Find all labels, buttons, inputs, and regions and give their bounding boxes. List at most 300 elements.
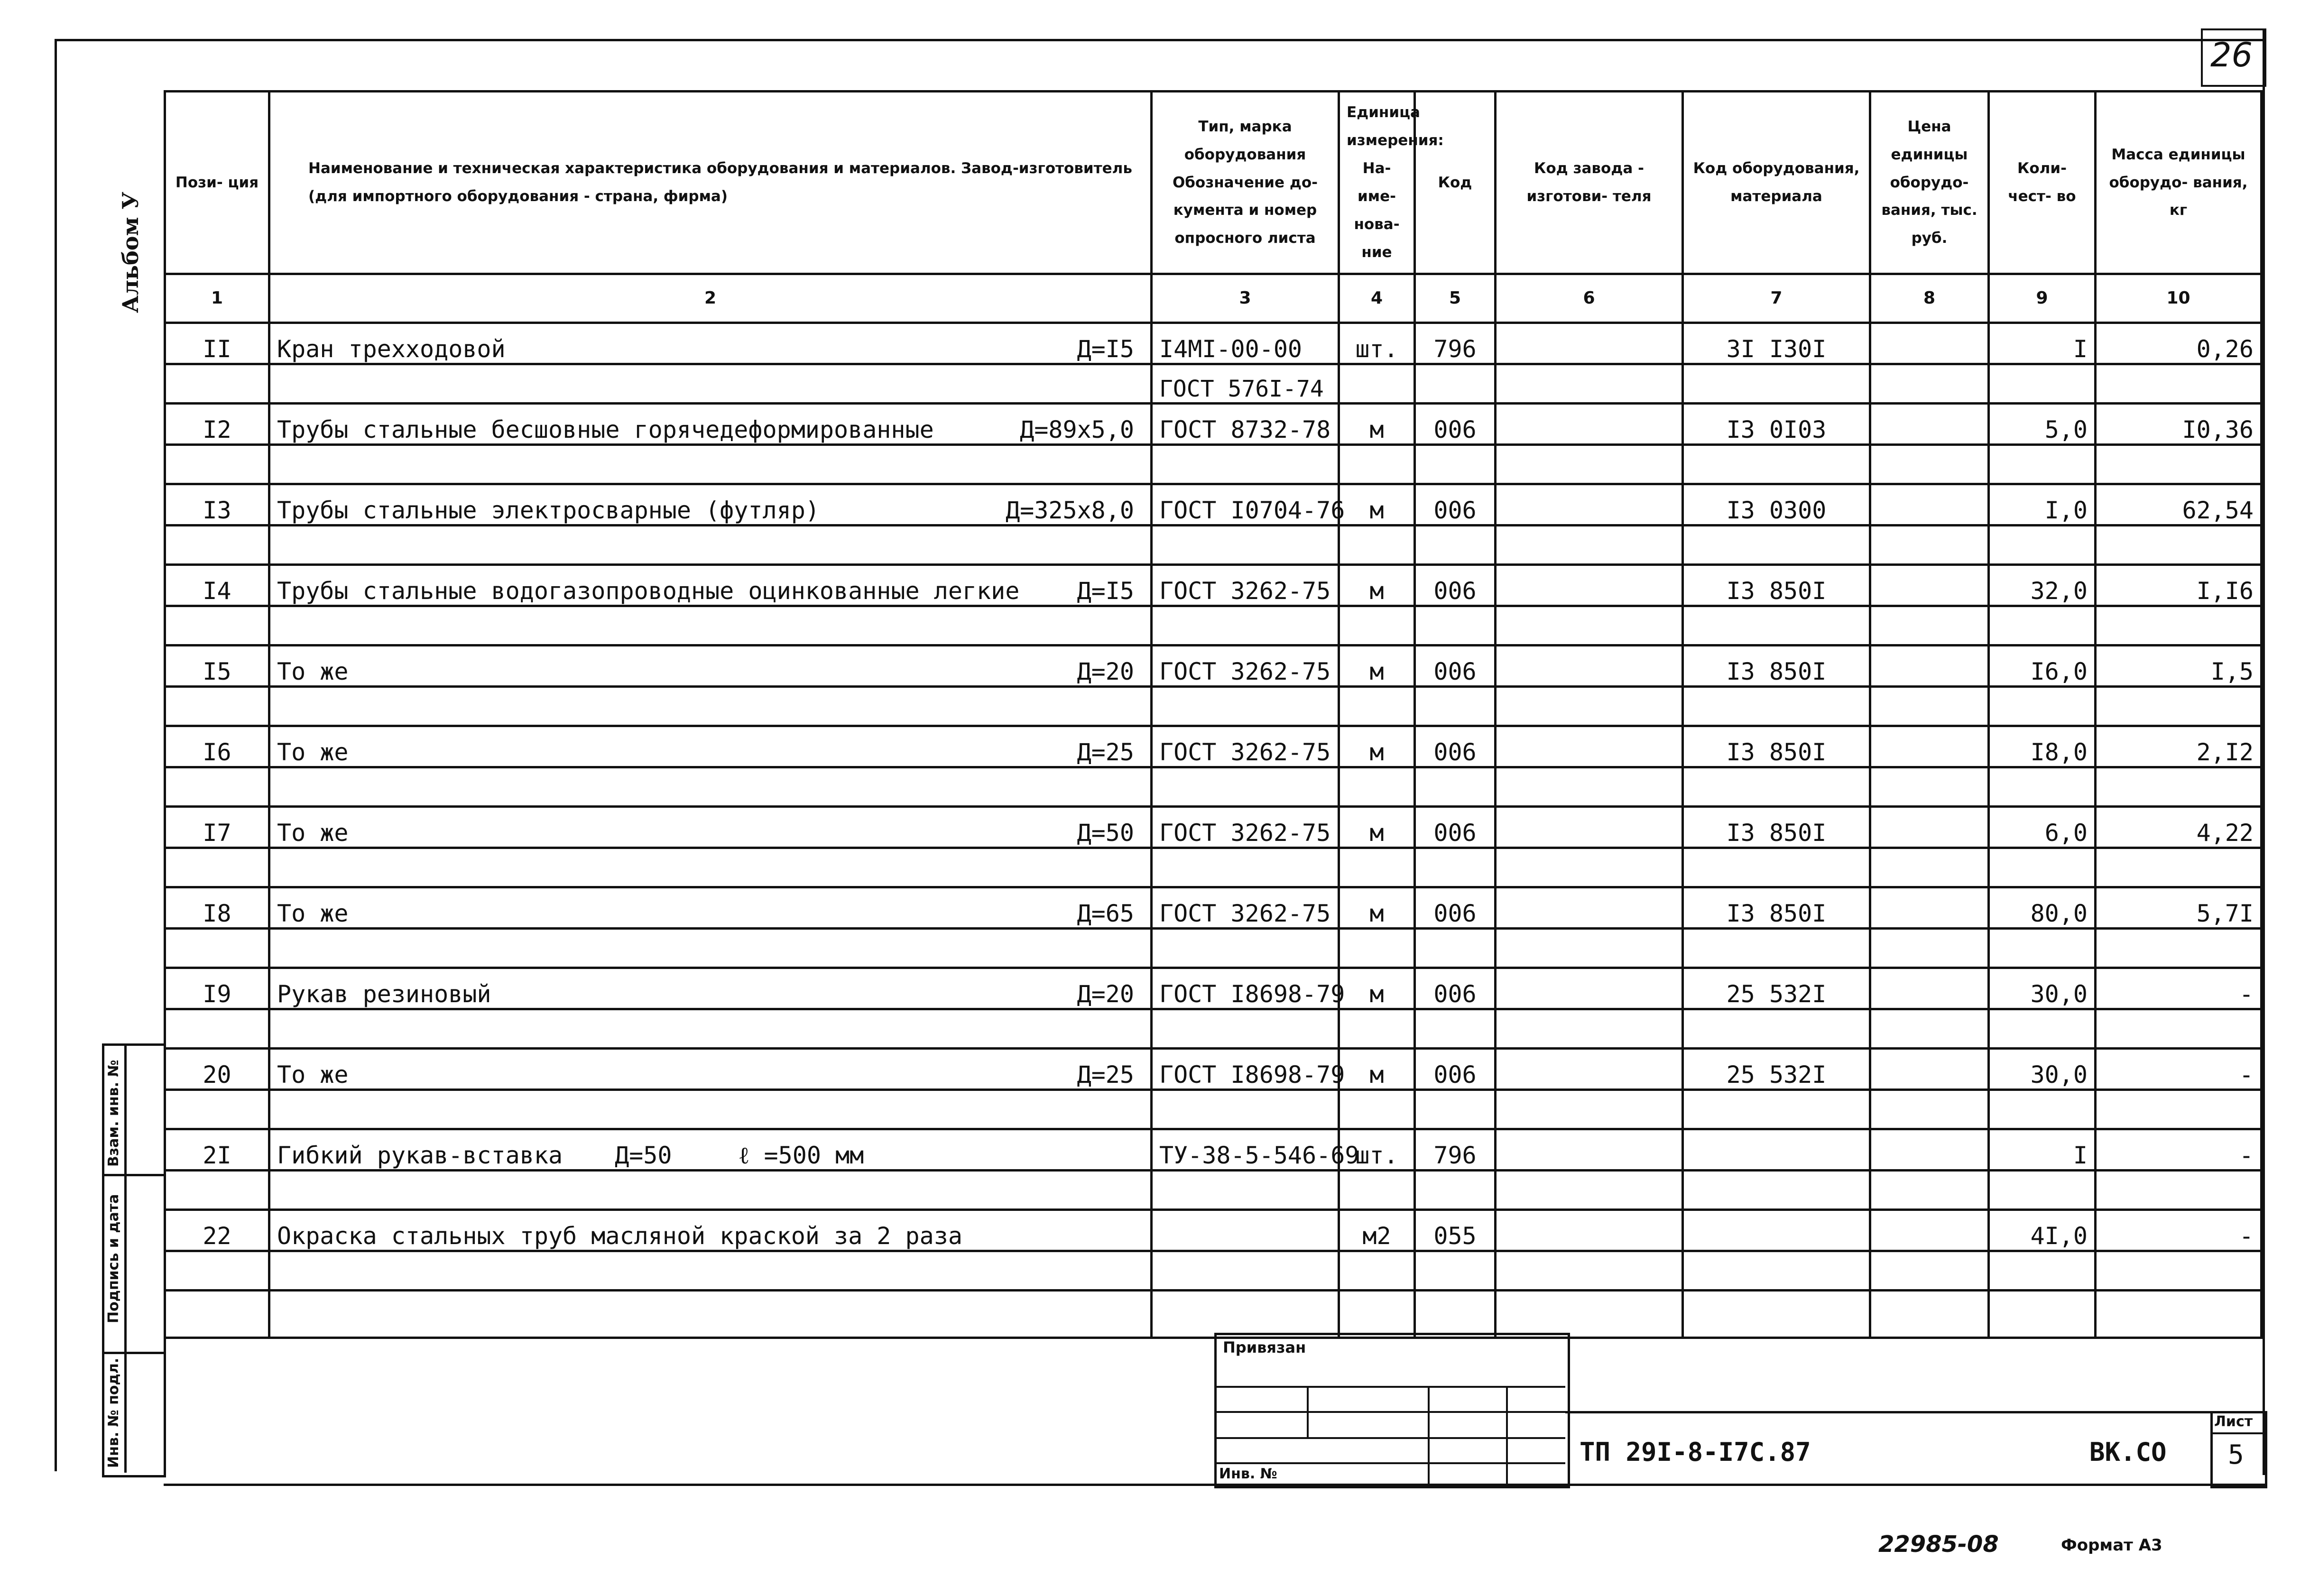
document-cell-secondary xyxy=(1152,1171,1339,1210)
name-cell xyxy=(269,726,1152,767)
position-cell-secondary xyxy=(165,687,269,726)
mass-cell: 62,54 xyxy=(2096,484,2262,526)
equipment-code-cell-secondary xyxy=(1683,767,1870,807)
unit-code-cell-secondary xyxy=(1415,1251,1496,1291)
unit-code-cell: 006 xyxy=(1415,565,1496,606)
mass-cell-secondary xyxy=(2096,1251,2262,1291)
unit-code-cell-secondary xyxy=(1415,1171,1496,1210)
title-block-top-line xyxy=(1565,1411,2265,1413)
manufacturer-code-cell xyxy=(1496,484,1683,526)
item-name: Рукав резиновый xyxy=(277,980,491,1008)
mass-cell: I0,36 xyxy=(2096,404,2262,445)
document-cell-secondary xyxy=(1152,445,1339,484)
item-dimension: Д=65 xyxy=(1077,900,1134,927)
price-cell-secondary xyxy=(1870,1171,1989,1210)
document-section: ВК.СО xyxy=(2089,1437,2167,1467)
unit-code-cell-secondary xyxy=(1415,848,1496,887)
header-mass: Масса единицы оборудо- вания, кг xyxy=(2096,92,2262,274)
stamp-vline xyxy=(1307,1386,1309,1438)
table-row-secondary xyxy=(165,687,2262,726)
name-cell-secondary xyxy=(269,1251,1152,1291)
quantity-cell-secondary xyxy=(1989,526,2096,565)
footer-format: Формат А3 xyxy=(2061,1536,2162,1555)
unit-code-cell-secondary xyxy=(1415,526,1496,565)
table-row-secondary xyxy=(165,848,2262,887)
position-cell-secondary xyxy=(165,1171,269,1210)
unit-name-cell-secondary xyxy=(1339,767,1415,807)
item-name: Кран трехходовой xyxy=(277,335,506,363)
manufacturer-code-cell xyxy=(1496,726,1683,767)
mass-cell: I,I6 xyxy=(2096,565,2262,606)
quantity-cell: I6,0 xyxy=(1989,646,2096,687)
stamp-line xyxy=(1214,1462,1565,1464)
item-name: Трубы стальные бесшовные горячедеформированные xyxy=(277,416,934,443)
price-cell-secondary xyxy=(1870,929,1989,968)
unit-name-cell-secondary xyxy=(1339,687,1415,726)
equipment-code-cell-secondary xyxy=(1683,929,1870,968)
footer-code: 22985-08 xyxy=(1878,1531,1999,1558)
column-number: 4 xyxy=(1339,274,1415,323)
price-cell xyxy=(1870,1210,1989,1251)
unit-name-cell-secondary xyxy=(1339,364,1415,404)
mass-cell: 2,I2 xyxy=(2096,726,2262,767)
quantity-cell: I8,0 xyxy=(1989,726,2096,767)
unit-name-cell: м xyxy=(1339,404,1415,445)
specification-table-wrapper xyxy=(164,90,2260,1339)
column-number: 3 xyxy=(1152,274,1339,323)
header-name: Наименование и техническая характеристика оборудования и материалов. Завод-изготовитель (для импортного оборудования - страна, фирма) xyxy=(269,92,1152,274)
price-cell xyxy=(1870,484,1989,526)
frame-right-line xyxy=(2263,28,2265,1475)
item-dimension: Д=I5 xyxy=(1077,335,1134,363)
table-row xyxy=(165,807,2262,848)
column-number-row xyxy=(165,274,2262,323)
unit-code-cell: 006 xyxy=(1415,646,1496,687)
item-dimension: Д=50 xyxy=(615,1142,672,1169)
manufacturer-code-cell xyxy=(1496,1129,1683,1171)
unit-name-cell-secondary xyxy=(1339,1251,1415,1291)
mass-cell: - xyxy=(2096,968,2262,1009)
column-number: 9 xyxy=(1989,274,2096,323)
manufacturer-code-cell-secondary xyxy=(1496,929,1683,968)
mass-cell-secondary xyxy=(2096,445,2262,484)
name-cell-secondary xyxy=(269,687,1152,726)
mass-cell-secondary xyxy=(2096,1090,2262,1129)
side-label-signature-date: Подпись и дата xyxy=(105,1194,122,1323)
quantity-cell: 6,0 xyxy=(1989,807,2096,848)
table-row-secondary xyxy=(165,364,2262,404)
unit-code-cell: 796 xyxy=(1415,1129,1496,1171)
quantity-cell: 30,0 xyxy=(1989,1049,2096,1090)
item-dimension: Д=20 xyxy=(1077,658,1134,685)
unit-name-cell: м xyxy=(1339,968,1415,1009)
table-row xyxy=(165,726,2262,767)
unit-name-cell: шт. xyxy=(1339,1129,1415,1171)
mass-cell: - xyxy=(2096,1129,2262,1171)
unit-code-cell-secondary xyxy=(1415,606,1496,646)
unit-code-cell-secondary xyxy=(1415,767,1496,807)
price-cell xyxy=(1870,1129,1989,1171)
name-cell xyxy=(269,1049,1152,1090)
unit-name-cell-secondary xyxy=(1339,526,1415,565)
table-row-empty xyxy=(165,1291,2262,1338)
manufacturer-code-cell xyxy=(1496,1210,1683,1251)
name-cell-secondary xyxy=(269,1090,1152,1129)
price-cell xyxy=(1870,807,1989,848)
column-number: 8 xyxy=(1870,274,1989,323)
unit-name-cell: м2 xyxy=(1339,1210,1415,1251)
item-dimension: Д=I5 xyxy=(1077,577,1134,605)
stamp-vline xyxy=(1428,1386,1430,1484)
document-cell-secondary xyxy=(1152,1090,1339,1129)
name-cell-secondary xyxy=(269,526,1152,565)
table-row-secondary xyxy=(165,929,2262,968)
equipment-code-cell-secondary xyxy=(1683,1251,1870,1291)
table-row-secondary xyxy=(165,526,2262,565)
price-cell-secondary xyxy=(1870,1009,1989,1049)
table-row-secondary xyxy=(165,1171,2262,1210)
document-cell-secondary xyxy=(1152,606,1339,646)
equipment-code-cell: I3 0300 xyxy=(1683,484,1870,526)
unit-name-cell-secondary xyxy=(1339,1090,1415,1129)
unit-code-cell: 006 xyxy=(1415,887,1496,929)
table-row xyxy=(165,484,2262,526)
price-cell xyxy=(1870,646,1989,687)
name-cell-secondary xyxy=(269,1009,1152,1049)
name-cell-secondary xyxy=(269,848,1152,887)
document-cell: ГОСТ I0704-76 xyxy=(1152,484,1339,526)
position-cell: I3 xyxy=(165,484,269,526)
position-cell-secondary xyxy=(165,364,269,404)
document-cell-secondary xyxy=(1152,848,1339,887)
position-cell-secondary xyxy=(165,1251,269,1291)
document-cell: ГОСТ I8698-79 xyxy=(1152,968,1339,1009)
price-cell-secondary xyxy=(1870,445,1989,484)
table-row-secondary xyxy=(165,445,2262,484)
equipment-code-cell xyxy=(1683,1129,1870,1171)
document-designation: ТП 29I-8-I7С.87 xyxy=(1580,1437,1811,1467)
item-name: Трубы стальные водогазопроводные оцинкованные легкие xyxy=(277,577,1020,605)
column-number: 6 xyxy=(1496,274,1683,323)
quantity-cell-secondary xyxy=(1989,687,2096,726)
price-cell-secondary xyxy=(1870,1090,1989,1129)
stamp-line xyxy=(1214,1411,1565,1413)
price-cell xyxy=(1870,887,1989,929)
position-cell-secondary xyxy=(165,526,269,565)
stamp-vline xyxy=(1506,1386,1508,1484)
manufacturer-code-cell-secondary xyxy=(1496,445,1683,484)
item-dimension: Д=50 xyxy=(1077,819,1134,847)
mass-cell: 5,7I xyxy=(2096,887,2262,929)
equipment-code-cell: I3 850I xyxy=(1683,807,1870,848)
table-row xyxy=(165,404,2262,445)
item-name: То же xyxy=(277,1061,349,1089)
unit-name-cell: м xyxy=(1339,887,1415,929)
item-name: То же xyxy=(277,738,349,766)
mass-cell: I,5 xyxy=(2096,646,2262,687)
name-cell-secondary xyxy=(269,1171,1152,1210)
unit-name-cell-secondary xyxy=(1339,1171,1415,1210)
unit-name-cell: м xyxy=(1339,646,1415,687)
position-cell-secondary xyxy=(165,606,269,646)
header-manufacturer-code: Код завода - изготови- теля xyxy=(1496,92,1683,274)
document-cell-secondary xyxy=(1152,687,1339,726)
position-cell-secondary xyxy=(165,1090,269,1129)
unit-code-cell-secondary xyxy=(1415,1090,1496,1129)
document-cell-secondary: ГОСТ 576I-74 xyxy=(1152,364,1339,404)
name-cell xyxy=(269,1129,1152,1171)
item-dimension: Д=20 xyxy=(1077,980,1134,1008)
mass-cell-secondary xyxy=(2096,526,2262,565)
unit-name-cell-secondary xyxy=(1339,1009,1415,1049)
item-dimension: Д=89х5,0 xyxy=(1020,416,1134,443)
table-body xyxy=(165,323,2262,1291)
column-number: 5 xyxy=(1415,274,1496,323)
unit-name-cell: м xyxy=(1339,807,1415,848)
name-cell-secondary xyxy=(269,445,1152,484)
mass-cell: - xyxy=(2096,1210,2262,1251)
equipment-code-cell-secondary xyxy=(1683,1090,1870,1129)
mass-cell-secondary xyxy=(2096,606,2262,646)
position-cell: I7 xyxy=(165,807,269,848)
table-row xyxy=(165,1049,2262,1090)
quantity-cell-secondary xyxy=(1989,767,2096,807)
equipment-code-cell-secondary xyxy=(1683,364,1870,404)
table-row xyxy=(165,565,2262,606)
binding-divider-v xyxy=(124,1043,127,1473)
mass-cell-secondary xyxy=(2096,767,2262,807)
unit-name-cell: м xyxy=(1339,565,1415,606)
inv-number-label: Инв. № xyxy=(1219,1466,1277,1482)
column-number: 2 xyxy=(269,274,1152,323)
document-cell: ГОСТ 3262-75 xyxy=(1152,807,1339,848)
name-cell xyxy=(269,646,1152,687)
table-row-secondary xyxy=(165,1090,2262,1129)
document-cell: I4МI-00-00 xyxy=(1152,323,1339,364)
name-cell xyxy=(269,565,1152,606)
stamp-line xyxy=(1214,1386,1565,1388)
equipment-code-cell xyxy=(1683,1210,1870,1251)
column-number: 7 xyxy=(1683,274,1870,323)
column-number: 10 xyxy=(2096,274,2262,323)
document-cell xyxy=(1152,1210,1339,1251)
mass-cell-secondary xyxy=(2096,364,2262,404)
item-name: То же xyxy=(277,900,349,927)
table-row xyxy=(165,887,2262,929)
manufacturer-code-cell xyxy=(1496,646,1683,687)
manufacturer-code-cell-secondary xyxy=(1496,767,1683,807)
mass-cell: 0,26 xyxy=(2096,323,2262,364)
name-cell xyxy=(269,887,1152,929)
header-type: Тип, марка оборудования Обозначение до- кумента и номер опросного листа xyxy=(1152,92,1339,274)
manufacturer-code-cell xyxy=(1496,887,1683,929)
name-cell xyxy=(269,968,1152,1009)
document-cell: ТУ-38-5-546-69 xyxy=(1152,1129,1339,1171)
header-unit-name: Единица измерения: На- име- нова- ние xyxy=(1339,92,1415,274)
quantity-cell-secondary xyxy=(1989,606,2096,646)
unit-code-cell: 055 xyxy=(1415,1210,1496,1251)
unit-name-cell-secondary xyxy=(1339,848,1415,887)
price-cell xyxy=(1870,565,1989,606)
page-number: 26 xyxy=(2210,36,2253,74)
name-cell xyxy=(269,807,1152,848)
position-cell: I4 xyxy=(165,565,269,606)
unit-name-cell: м xyxy=(1339,1049,1415,1090)
unit-code-cell-secondary xyxy=(1415,929,1496,968)
name-cell-secondary xyxy=(269,929,1152,968)
document-cell-secondary xyxy=(1152,1009,1339,1049)
quantity-cell-secondary xyxy=(1989,445,2096,484)
manufacturer-code-cell-secondary xyxy=(1496,1090,1683,1129)
price-cell-secondary xyxy=(1870,1251,1989,1291)
equipment-code-cell-secondary xyxy=(1683,526,1870,565)
manufacturer-code-cell xyxy=(1496,323,1683,364)
item-name: То же xyxy=(277,819,349,847)
unit-code-cell: 006 xyxy=(1415,1049,1496,1090)
document-cell-secondary xyxy=(1152,767,1339,807)
manufacturer-code-cell-secondary xyxy=(1496,848,1683,887)
price-cell-secondary xyxy=(1870,848,1989,887)
sheet-number: 5 xyxy=(2228,1439,2244,1470)
quantity-cell: 4I,0 xyxy=(1989,1210,2096,1251)
equipment-code-cell: I3 850I xyxy=(1683,646,1870,687)
document-cell-secondary xyxy=(1152,929,1339,968)
manufacturer-code-cell-secondary xyxy=(1496,1251,1683,1291)
table-row xyxy=(165,1210,2262,1251)
unit-code-cell: 006 xyxy=(1415,726,1496,767)
position-cell: I9 xyxy=(165,968,269,1009)
price-cell-secondary xyxy=(1870,606,1989,646)
unit-code-cell-secondary xyxy=(1415,1009,1496,1049)
column-number: 1 xyxy=(165,274,269,323)
position-cell: II xyxy=(165,323,269,364)
sheet-label: Лист xyxy=(2214,1413,2253,1430)
equipment-code-cell: I3 850I xyxy=(1683,726,1870,767)
equipment-code-cell: I3 850I xyxy=(1683,565,1870,606)
manufacturer-code-cell-secondary xyxy=(1496,364,1683,404)
unit-name-cell-secondary xyxy=(1339,606,1415,646)
unit-code-cell: 796 xyxy=(1415,323,1496,364)
unit-name-cell-secondary xyxy=(1339,929,1415,968)
header-position: Пози- ция xyxy=(165,92,269,274)
position-cell: 20 xyxy=(165,1049,269,1090)
mass-cell-secondary xyxy=(2096,848,2262,887)
table-row xyxy=(165,1129,2262,1171)
price-cell xyxy=(1870,726,1989,767)
quantity-cell-secondary xyxy=(1989,1171,2096,1210)
unit-name-cell: м xyxy=(1339,726,1415,767)
position-cell: 2I xyxy=(165,1129,269,1171)
manufacturer-code-cell-secondary xyxy=(1496,1009,1683,1049)
item-name: Гибкий рукав-вставка xyxy=(277,1142,563,1169)
manufacturer-code-cell-secondary xyxy=(1496,606,1683,646)
position-cell: I6 xyxy=(165,726,269,767)
table-row xyxy=(165,323,2262,364)
mass-cell-secondary xyxy=(2096,687,2262,726)
position-cell-secondary xyxy=(165,848,269,887)
header-price: Цена единицы оборудо- вания, тыс. руб. xyxy=(1870,92,1989,274)
quantity-cell: I,0 xyxy=(1989,484,2096,526)
mass-cell-secondary xyxy=(2096,1009,2262,1049)
price-cell-secondary xyxy=(1870,526,1989,565)
quantity-cell-secondary xyxy=(1989,1090,2096,1129)
bound-label: Привязан xyxy=(1223,1338,1306,1356)
item-dimension: Д=25 xyxy=(1077,738,1134,766)
document-cell: ГОСТ 3262-75 xyxy=(1152,565,1339,606)
unit-name-cell-secondary xyxy=(1339,445,1415,484)
manufacturer-code-cell-secondary xyxy=(1496,687,1683,726)
table-row-secondary xyxy=(165,1009,2262,1049)
quantity-cell-secondary xyxy=(1989,1251,2096,1291)
quantity-cell-secondary xyxy=(1989,929,2096,968)
manufacturer-code-cell xyxy=(1496,968,1683,1009)
position-cell: I2 xyxy=(165,404,269,445)
price-cell-secondary xyxy=(1870,687,1989,726)
name-cell xyxy=(269,484,1152,526)
table-row-secondary xyxy=(165,606,2262,646)
quantity-cell-secondary xyxy=(1989,364,2096,404)
document-cell: ГОСТ 3262-75 xyxy=(1152,726,1339,767)
manufacturer-code-cell-secondary xyxy=(1496,526,1683,565)
mass-cell-secondary xyxy=(2096,1171,2262,1210)
mass-cell-secondary xyxy=(2096,929,2262,968)
binding-divider-1 xyxy=(102,1174,164,1176)
document-cell: ГОСТ 3262-75 xyxy=(1152,887,1339,929)
price-cell-secondary xyxy=(1870,767,1989,807)
frame-top-line xyxy=(55,39,2265,41)
equipment-code-cell: 25 532I xyxy=(1683,1049,1870,1090)
table-row-secondary xyxy=(165,1251,2262,1291)
position-cell-secondary xyxy=(165,929,269,968)
header-quantity: Коли- чест- во xyxy=(1989,92,2096,274)
item-name: Трубы стальные электросварные (футляр) xyxy=(277,497,820,524)
unit-code-cell-secondary xyxy=(1415,364,1496,404)
item-length: ℓ =500 мм xyxy=(738,1142,864,1169)
equipment-code-cell-secondary xyxy=(1683,1171,1870,1210)
table-row-secondary xyxy=(165,767,2262,807)
album-label: Альбом У xyxy=(118,192,143,313)
item-dimension: Д=325х8,0 xyxy=(1006,497,1134,524)
manufacturer-code-cell xyxy=(1496,404,1683,445)
equipment-code-cell-secondary xyxy=(1683,1009,1870,1049)
table-row xyxy=(165,968,2262,1009)
header-equipment-code: Код оборудования, материала xyxy=(1683,92,1870,274)
quantity-cell: 30,0 xyxy=(1989,968,2096,1009)
price-cell xyxy=(1870,1049,1989,1090)
unit-code-cell: 006 xyxy=(1415,968,1496,1009)
name-cell xyxy=(269,1210,1152,1251)
equipment-code-cell: I3 850I xyxy=(1683,887,1870,929)
manufacturer-code-cell xyxy=(1496,807,1683,848)
frame-left-line xyxy=(55,39,57,1471)
price-cell xyxy=(1870,968,1989,1009)
manufacturer-code-cell xyxy=(1496,1049,1683,1090)
unit-name-cell: м xyxy=(1339,484,1415,526)
price-cell-secondary xyxy=(1870,364,1989,404)
document-cell: ГОСТ I8698-79 xyxy=(1152,1049,1339,1090)
document-cell: ГОСТ 3262-75 xyxy=(1152,646,1339,687)
name-cell-secondary xyxy=(269,364,1152,404)
unit-code-cell: 006 xyxy=(1415,484,1496,526)
quantity-cell-secondary xyxy=(1989,1009,2096,1049)
document-cell: ГОСТ 8732-78 xyxy=(1152,404,1339,445)
price-cell xyxy=(1870,404,1989,445)
position-cell-secondary xyxy=(165,445,269,484)
manufacturer-code-cell-secondary xyxy=(1496,1171,1683,1210)
item-name: То же xyxy=(277,658,349,685)
position-cell: 22 xyxy=(165,1210,269,1251)
side-label-replacement-inv: Взам. инв. № xyxy=(105,1060,122,1167)
